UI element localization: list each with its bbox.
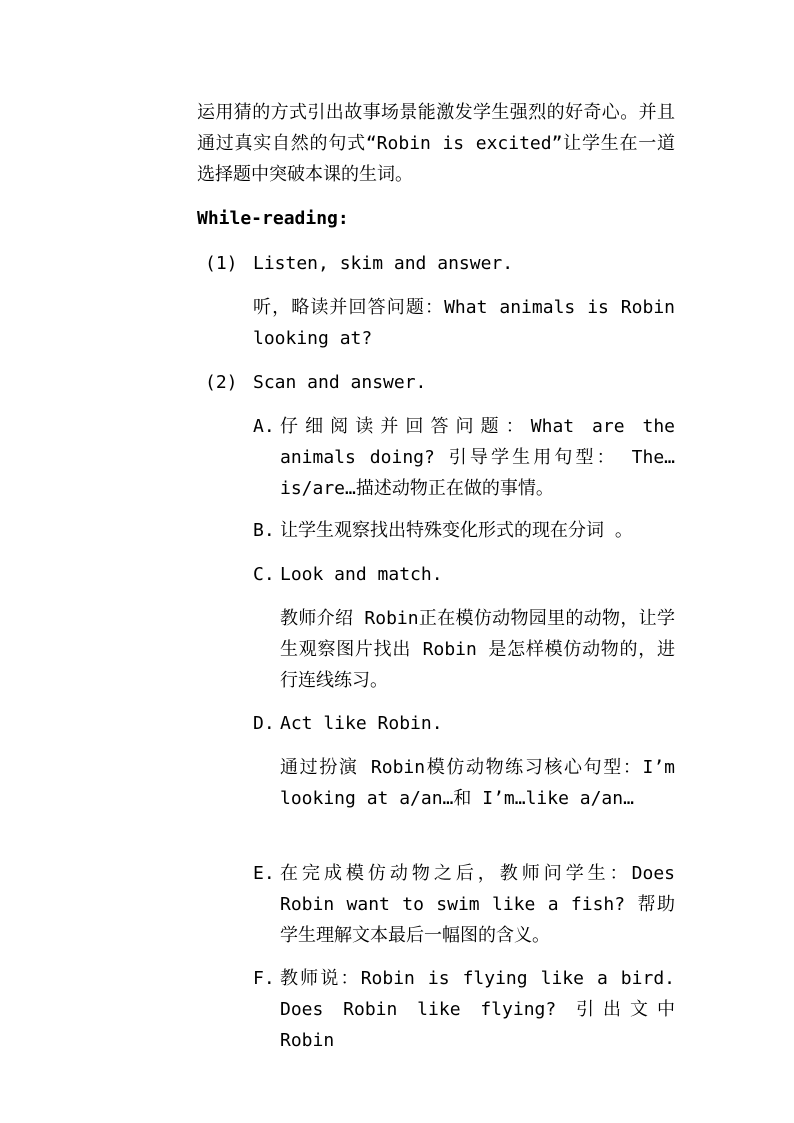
sub-item-letter-a: A. xyxy=(253,416,275,437)
item-2-text: Scan and answer. xyxy=(253,372,427,393)
item-1-text: Listen, skim and answer. xyxy=(253,253,514,274)
sub-item-d-detail: 通过扮演 Robin模仿动物练习核心句型：I’m looking at a/an…和 I’m…like a/an… xyxy=(280,757,675,809)
sub-item-letter-e: E. xyxy=(253,863,275,884)
sub-item-c-detail: 教师介绍 Robin正在模仿动物园里的动物，让学生观察图片找出 Robin 是怎样模仿动物的，进行连线练习。 xyxy=(280,608,675,691)
sub-item-e-text: 在完成模仿动物之后，教师问学生：Does Robin want to swim like a fish? 帮助学生理解文本最后一幅图的含义。 xyxy=(280,863,675,946)
intro-paragraph: 运用猜的方式引出故事场景能激发学生强烈的好奇心。并且通过真实自然的句式“Robin is excited”让学生在一道选择题中突破本课的生词。 xyxy=(197,102,675,185)
sub-item-letter-c: C. xyxy=(253,564,275,585)
sub-item-c-text: Look and match. xyxy=(280,564,443,585)
sub-item-letter-f: F. xyxy=(253,968,275,989)
section-heading: While-reading: xyxy=(197,208,349,229)
sub-item-letter-b: B. xyxy=(253,520,275,541)
sub-item-f-text: 教师说：Robin is flying like a bird. Does Robin like flying? 引出文中 Robin xyxy=(280,968,675,1051)
sub-item-a-text: 仔细阅读并回答问题：What are the animals doing? 引导学生用句型： The…is/are…描述动物正在做的事情。 xyxy=(280,416,675,499)
sub-item-d-text: Act like Robin. xyxy=(280,713,443,734)
item-number-2: (2) xyxy=(205,372,238,393)
sub-item-b-text: 让学生观察找出特殊变化形式的现在分词 。 xyxy=(280,520,633,541)
item-number-1: (1) xyxy=(205,253,238,274)
sub-item-letter-d: D. xyxy=(253,713,275,734)
item-1-detail: 听，略读并回答问题：What animals is Robin looking at? xyxy=(253,297,675,349)
